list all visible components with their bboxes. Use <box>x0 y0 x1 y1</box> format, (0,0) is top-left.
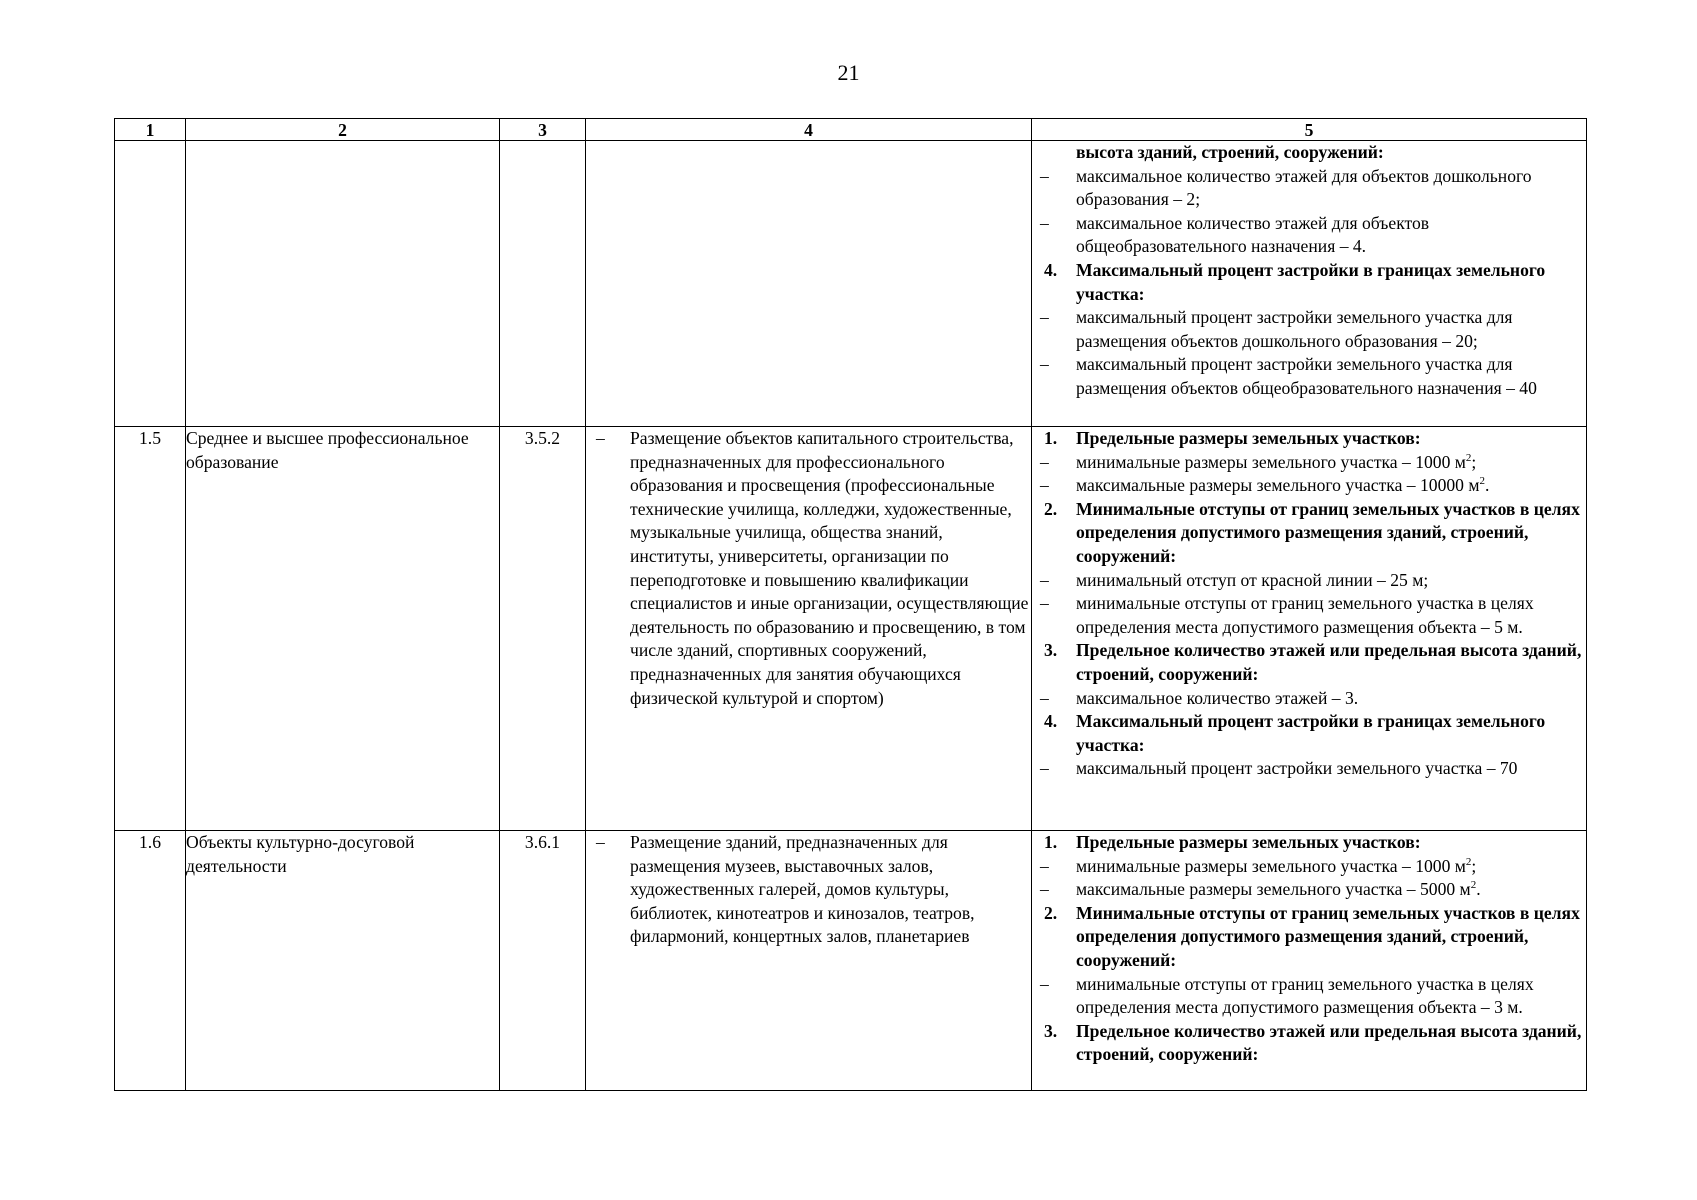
param-heading <box>1032 902 1586 973</box>
column-header-3: 3 <box>500 119 586 141</box>
list-number: 3. <box>1044 1020 1058 1041</box>
param-text <box>1076 427 1586 451</box>
dash-marker: – <box>1040 687 1049 708</box>
row-code: 3.6.1 <box>500 831 586 1091</box>
param-text-main: минимальные размеры земельного участка – 1000 м <box>1076 451 1466 472</box>
cell-num <box>115 141 186 427</box>
list-number: 4. <box>1044 259 1058 280</box>
param-item <box>1032 878 1586 902</box>
param-item <box>1032 474 1586 498</box>
param-text <box>1076 855 1586 879</box>
table-row <box>115 427 1587 831</box>
param-text-main: максимальное количество этажей для объектов общеобразовательного назначения – 4. <box>1076 212 1430 257</box>
dash-marker: – <box>596 832 605 852</box>
list-number: 2. <box>1044 902 1058 923</box>
param-item <box>1032 353 1586 400</box>
list-number: 3. <box>1044 640 1058 661</box>
param-text <box>1076 592 1586 639</box>
param-text-main: минимальные размеры земельного участка – 1000 м <box>1076 855 1466 876</box>
param-text-main: Предельные размеры земельных участков: <box>1076 428 1421 448</box>
param-text-main: Максимальный процент застройки в границах земельного участка: <box>1076 259 1546 304</box>
param-text-tail: . <box>1476 879 1481 900</box>
param-heading <box>1032 259 1586 306</box>
param-text-main: минимальные отступы от границ земельного участка в целях определения места допустимого размещения объекта – 3 м. <box>1076 973 1534 1018</box>
param-item <box>1032 451 1586 475</box>
cell-name <box>186 141 500 427</box>
param-text <box>1076 878 1586 902</box>
param-text <box>1076 973 1586 1020</box>
superscript: 2 <box>1465 451 1472 464</box>
dash-marker: – <box>1040 475 1049 496</box>
param-text <box>1076 451 1586 475</box>
param-text <box>1076 831 1586 855</box>
dash-marker: – <box>1040 593 1049 614</box>
param-item <box>1032 212 1586 259</box>
dash-marker: – <box>1040 879 1049 900</box>
dash-marker: – <box>1040 569 1049 590</box>
row-code: 3.5.2 <box>500 427 586 831</box>
dash-marker: – <box>1040 307 1049 328</box>
row-params <box>1032 831 1587 1091</box>
row-name: Объекты культурно-досуговой деятельности <box>186 831 500 1091</box>
page-number: 21 <box>837 60 860 85</box>
param-heading <box>1032 710 1586 757</box>
param-heading <box>1032 639 1586 686</box>
dash-marker: – <box>1040 855 1049 876</box>
row-name: Среднее и высшее профессиональное образование <box>186 427 500 831</box>
param-text-main: Предельное количество этажей или предельная высота зданий, строений, сооружений: <box>1076 640 1582 684</box>
dash-marker: – <box>1040 973 1049 994</box>
param-text <box>1076 757 1586 781</box>
superscript: 2 <box>1479 475 1485 488</box>
param-text <box>1076 165 1586 212</box>
param-heading <box>1032 141 1586 165</box>
cell-code <box>500 141 586 427</box>
param-text-tail: ; <box>1471 855 1477 876</box>
param-text <box>1076 902 1586 973</box>
param-item <box>1032 306 1586 353</box>
dash-marker: – <box>1040 165 1049 186</box>
row-number: 1.5 <box>115 427 186 831</box>
param-text-main: максимальный процент застройки земельного участка для размещения объектов дошкольного образования – 20; <box>1076 307 1513 351</box>
param-text-tail: ; <box>1471 451 1477 472</box>
param-text-main: максимальные размеры земельного участка – 10000 м <box>1076 475 1480 496</box>
param-text-main: минимальный отступ от красной линии – 25 м; <box>1076 569 1429 590</box>
param-text-main: максимальные размеры земельного участка – 5000 м <box>1076 879 1471 900</box>
param-text-main: Максимальный процент застройки в границах земельного участка: <box>1076 711 1546 755</box>
description-text: Размещение зданий, предназначенных для размещения музеев, выставочных залов, художественных галерей, домов культуры, библиотек, кинотеатров и кинозалов, театров, филармоний, концертных залов, планетариев <box>630 832 975 947</box>
param-text <box>1076 353 1586 400</box>
regulations-table <box>114 118 1587 1091</box>
param-text-main: Предельные размеры земельных участков: <box>1076 832 1421 852</box>
list-number: 1. <box>1044 428 1058 448</box>
param-item <box>1032 592 1586 639</box>
list-number: 2. <box>1044 498 1058 519</box>
param-text-tail: . <box>1485 475 1490 496</box>
cell-desc <box>586 141 1032 427</box>
param-item <box>1032 855 1586 879</box>
param-text <box>1076 141 1586 165</box>
param-heading <box>1032 831 1586 855</box>
column-header-5: 5 <box>1032 119 1587 141</box>
param-item <box>1032 165 1586 212</box>
param-text <box>1076 710 1586 757</box>
column-header-1: 1 <box>115 119 186 141</box>
row-description <box>586 831 1032 1091</box>
table-row <box>115 831 1587 1091</box>
param-text <box>1076 259 1586 306</box>
param-heading <box>1032 427 1586 451</box>
param-item <box>1032 973 1586 1020</box>
param-text-main: Минимальные отступы от границ земельных участков в целях определения допустимого размещения зданий, строений, сооружений: <box>1076 902 1580 970</box>
row-description <box>586 427 1032 831</box>
param-text-main: высота зданий, строений, сооружений: <box>1076 142 1384 162</box>
superscript: 2 <box>1465 855 1472 868</box>
dash-marker: – <box>1040 451 1049 472</box>
table-header-row <box>115 119 1587 141</box>
param-heading <box>1032 498 1586 569</box>
cell-params <box>1032 141 1587 427</box>
param-text <box>1076 474 1586 498</box>
param-text <box>1076 212 1586 259</box>
description-text: Размещение объектов капитального строительства, предназначенных для профессионального образования и просвещения (профессиональные технические училища, колледжи, художественные, музыкальные училища, общества знаний, институты, университеты, организации по переподготовке и повышению квалификации специалистов и иные организации, осуществляющие деятельность по образованию и просвещению, в том числе зданий, спортивных сооружений, предназначенных для занятия обучающихся физической культурой и спортом) <box>630 428 1029 708</box>
dash-marker: – <box>1040 758 1049 779</box>
list-number: 1. <box>1044 832 1058 852</box>
param-text-main: Минимальные отступы от границ земельных участков в целях определения допустимого размещения зданий, строений, сооружений: <box>1076 498 1580 566</box>
param-text-main: максимальный процент застройки земельного участка для размещения объектов общеобразовательного назначения – 40 <box>1076 354 1537 398</box>
list-number <box>1032 141 1076 165</box>
dash-marker: – <box>1040 212 1049 233</box>
row-params <box>1032 427 1587 831</box>
param-text <box>1076 687 1586 711</box>
dash-marker: – <box>1040 354 1049 375</box>
param-text <box>1076 569 1586 593</box>
row-number: 1.6 <box>115 831 186 1091</box>
param-text-main: максимальное количество этажей для объектов дошкольного образования – 2; <box>1076 165 1532 210</box>
param-heading <box>1032 1020 1586 1067</box>
param-text-main: максимальное количество этажей – 3. <box>1076 687 1359 708</box>
param-text-main: максимальный процент застройки земельного участка – 70 <box>1076 758 1518 779</box>
column-header-4: 4 <box>586 119 1032 141</box>
param-text <box>1076 498 1586 569</box>
param-text-main: Предельное количество этажей или предельная высота зданий, строений, сооружений: <box>1076 1020 1582 1065</box>
param-text <box>1076 306 1586 353</box>
param-text <box>1076 639 1586 686</box>
superscript: 2 <box>1470 879 1477 892</box>
param-text <box>1076 1020 1586 1067</box>
table-row-continuation <box>115 141 1587 427</box>
column-header-2: 2 <box>186 119 500 141</box>
param-item <box>1032 687 1586 711</box>
param-item <box>1032 757 1586 781</box>
list-number: 4. <box>1044 711 1058 732</box>
param-item <box>1032 569 1586 593</box>
param-text-main: минимальные отступы от границ земельного участка в целях определения места допустимого размещения объекта – 5 м. <box>1076 593 1534 637</box>
dash-marker: – <box>596 428 605 448</box>
